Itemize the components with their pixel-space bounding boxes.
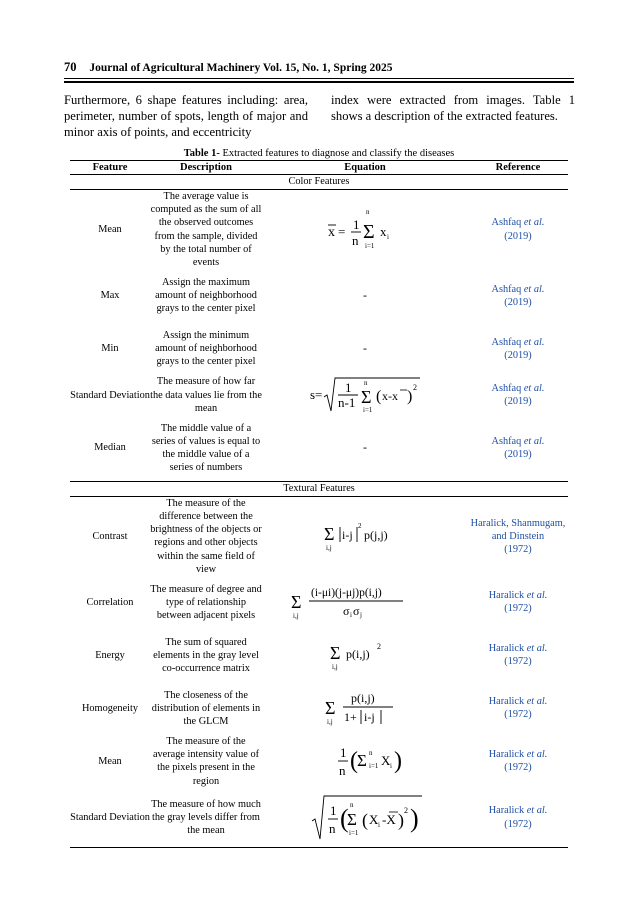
equation-cell bbox=[262, 375, 468, 415]
feature-description: The average value is computed as the sum of all the observed outcomes from the sample, divided by the total number of events bbox=[150, 191, 262, 269]
svg-text:p(j,j): p(j,j) bbox=[364, 528, 388, 543]
table-row bbox=[70, 576, 568, 629]
table-row bbox=[70, 375, 568, 415]
svg-text:): ) bbox=[410, 803, 419, 833]
svg-text:X: X bbox=[369, 811, 379, 827]
reference-cell bbox=[468, 788, 568, 848]
feature-name: Max bbox=[100, 290, 120, 302]
reference-author: Ashfaq bbox=[491, 435, 522, 447]
svg-text:): ) bbox=[394, 748, 402, 775]
svg-text:Σ: Σ bbox=[325, 698, 336, 719]
svg-text:Σ: Σ bbox=[291, 592, 302, 613]
equation-cell bbox=[262, 629, 468, 682]
svg-text:n: n bbox=[352, 232, 359, 248]
svg-text:x: x bbox=[328, 224, 335, 240]
reference-cell bbox=[468, 735, 568, 788]
header-rule-thin bbox=[64, 78, 574, 79]
journal-title: Journal of Agricultural Machinery Vol. 15, No. 1, Spring 2025 bbox=[89, 62, 393, 74]
feature-name: Energy bbox=[95, 649, 125, 661]
svg-text:i,j: i,j bbox=[293, 612, 299, 621]
svg-text:i-j: i-j bbox=[342, 528, 353, 543]
table-caption bbox=[64, 148, 574, 159]
section-title-textural: Textural Features bbox=[70, 481, 568, 496]
body-text-right: index were extracted from images. Table 1 shows a description of the extracted features. bbox=[331, 93, 575, 123]
svg-text:(: ( bbox=[340, 803, 349, 833]
reference-cell bbox=[468, 496, 568, 576]
equation-homogeneity-formula bbox=[315, 686, 415, 730]
reference-year: (2019) bbox=[504, 296, 532, 308]
table-row bbox=[70, 735, 568, 788]
svg-text:σ: σ bbox=[343, 604, 350, 619]
reference-year: (1972) bbox=[504, 543, 532, 555]
reference-author: Haralick bbox=[488, 590, 525, 602]
reference-year: (2019) bbox=[504, 230, 532, 242]
svg-text:j: j bbox=[360, 611, 362, 620]
svg-text:): ) bbox=[398, 809, 404, 830]
equation-correlation-formula bbox=[285, 580, 445, 624]
feature-name: Contrast bbox=[92, 530, 128, 542]
svg-text:Σ: Σ bbox=[324, 524, 335, 545]
svg-text:i: i bbox=[350, 611, 352, 620]
equation-cell bbox=[262, 788, 468, 848]
svg-text:n-1: n-1 bbox=[338, 395, 356, 411]
reference-author: Ashfaq bbox=[491, 383, 522, 395]
reference-cell bbox=[468, 375, 568, 415]
reference-etal: et al. bbox=[523, 336, 545, 348]
equation-std-formula bbox=[290, 375, 440, 415]
reference-cell bbox=[468, 629, 568, 682]
reference-etal: et al. bbox=[523, 383, 545, 395]
svg-text:i: i bbox=[378, 820, 380, 829]
column-header-description: Description bbox=[150, 161, 262, 175]
svg-text:2: 2 bbox=[377, 642, 381, 652]
reference-etal: et al. bbox=[523, 283, 545, 295]
svg-text:): ) bbox=[407, 388, 413, 406]
svg-text:Σ: Σ bbox=[330, 643, 341, 664]
feature-name: Standard Deviation bbox=[70, 389, 150, 401]
svg-text:2: 2 bbox=[413, 383, 417, 393]
svg-text:x: x bbox=[380, 223, 387, 239]
svg-text:p(i,j): p(i,j) bbox=[346, 647, 370, 662]
reference-etal: et al. bbox=[523, 435, 545, 447]
equation-cell bbox=[262, 682, 468, 735]
table-row bbox=[70, 269, 568, 322]
svg-text:i=1: i=1 bbox=[363, 406, 373, 415]
svg-text:Σ: Σ bbox=[361, 387, 372, 408]
reference-cell bbox=[468, 682, 568, 735]
reference-year: (2019) bbox=[504, 448, 532, 460]
header-rule-thick bbox=[64, 81, 574, 83]
reference-cell bbox=[468, 190, 568, 270]
equation-cell: - bbox=[363, 341, 367, 356]
equation-cell: - bbox=[363, 440, 367, 455]
feature-name: Mean bbox=[98, 755, 122, 767]
svg-text:p(i,j): p(i,j) bbox=[351, 691, 375, 706]
svg-text:2: 2 bbox=[358, 522, 362, 531]
svg-text:i,j: i,j bbox=[332, 663, 338, 672]
svg-text:X: X bbox=[381, 753, 391, 769]
feature-description: The measure of degree and type of relationship between adjacent pixels bbox=[150, 583, 262, 622]
svg-text:n: n bbox=[350, 800, 354, 809]
table-row bbox=[70, 629, 568, 682]
equation-region-mean-formula bbox=[320, 739, 410, 783]
feature-name: Homogeneity bbox=[81, 702, 139, 714]
equation-cell bbox=[262, 576, 468, 629]
reference-cell bbox=[468, 322, 568, 375]
reference-year: (1972) bbox=[504, 603, 532, 615]
feature-description: The measure of the difference between the brightness of the objects or regions and other objects within the same field of view bbox=[150, 497, 262, 575]
reference-cell bbox=[468, 415, 568, 481]
svg-text:i=1: i=1 bbox=[365, 241, 375, 250]
feature-description: Assign the maximum amount of neighborhood grays to the center pixel bbox=[155, 276, 257, 315]
svg-text:1: 1 bbox=[345, 380, 352, 396]
feature-name: Median bbox=[94, 442, 126, 454]
svg-text:n: n bbox=[364, 379, 368, 388]
reference-author: Ashfaq bbox=[491, 283, 522, 295]
svg-text:n: n bbox=[329, 820, 336, 836]
svg-text:s=: s= bbox=[310, 387, 323, 403]
svg-text:(: ( bbox=[350, 748, 358, 775]
table-row bbox=[70, 322, 568, 375]
reference-author: Haralick bbox=[488, 696, 525, 708]
column-header-feature: Feature bbox=[70, 161, 150, 175]
reference-etal: et al. bbox=[526, 643, 548, 655]
svg-text:Σ: Σ bbox=[347, 809, 357, 829]
table-row bbox=[70, 788, 568, 848]
equation-cell: - bbox=[363, 288, 367, 303]
reference-author: Ashfaq bbox=[491, 217, 522, 229]
reference-etal: et al. bbox=[526, 749, 548, 761]
svg-text:i,j: i,j bbox=[326, 544, 332, 553]
reference-author: Haralick bbox=[488, 643, 525, 655]
reference-cell bbox=[468, 576, 568, 629]
svg-text:σ: σ bbox=[353, 604, 360, 619]
reference-etal: et al. bbox=[523, 217, 545, 229]
svg-text:=: = bbox=[338, 223, 346, 239]
svg-text:i=1: i=1 bbox=[369, 762, 379, 771]
equation-contrast-formula bbox=[310, 518, 420, 554]
equation-cell bbox=[262, 496, 468, 576]
reference-author: Haralick, Shanmugam, and Dinstein bbox=[470, 517, 566, 542]
svg-text:1: 1 bbox=[353, 216, 360, 232]
equation-mean-formula bbox=[310, 205, 420, 255]
svg-text:1: 1 bbox=[330, 802, 337, 818]
svg-text:i=1: i=1 bbox=[349, 828, 359, 837]
table-caption-text: Extracted features to diagnose and classify the diseases bbox=[222, 148, 455, 159]
svg-text:n: n bbox=[366, 207, 370, 216]
reference-etal: et al. bbox=[526, 590, 548, 602]
svg-text:Σ: Σ bbox=[363, 220, 375, 243]
column-header-reference: Reference bbox=[468, 161, 568, 175]
reference-year: (1972) bbox=[504, 818, 532, 830]
reference-year: (2019) bbox=[504, 396, 532, 408]
feature-description: The sum of squared elements in the gray level co-occurrence matrix bbox=[153, 636, 259, 675]
svg-text:2: 2 bbox=[404, 805, 408, 815]
reference-year: (1972) bbox=[504, 656, 532, 668]
svg-text:1: 1 bbox=[340, 745, 347, 761]
table-row bbox=[70, 496, 568, 576]
svg-text:(i-μi)(j-μj)p(i,j): (i-μi)(j-μj)p(i,j) bbox=[311, 587, 382, 600]
reference-year: (1972) bbox=[504, 709, 532, 721]
feature-name: Min bbox=[101, 343, 119, 355]
table-row bbox=[70, 190, 568, 270]
feature-name: Correlation bbox=[86, 596, 134, 608]
reference-etal: et al. bbox=[526, 805, 548, 817]
page-number: 70 bbox=[64, 60, 77, 74]
reference-year: (2019) bbox=[504, 349, 532, 361]
svg-text:i,j: i,j bbox=[327, 718, 333, 727]
equation-energy-formula bbox=[320, 637, 410, 673]
equation-region-std-formula bbox=[290, 793, 440, 843]
feature-description: The measure of the average intensity value of the pixels present in the region bbox=[152, 736, 260, 787]
svg-text:1+: 1+ bbox=[344, 710, 357, 725]
reference-cell bbox=[468, 269, 568, 322]
svg-text:n: n bbox=[369, 749, 373, 758]
svg-text:i-j: i-j bbox=[364, 710, 375, 725]
svg-text:(: ( bbox=[362, 809, 368, 830]
svg-text:(: ( bbox=[376, 388, 382, 406]
section-title-color: Color Features bbox=[70, 175, 568, 190]
svg-text:i: i bbox=[390, 762, 392, 771]
feature-description: The measure of how much the gray levels differ from the mean bbox=[150, 788, 262, 848]
table-caption-label: Table 1- bbox=[183, 148, 220, 159]
svg-text:x-x: x-x bbox=[382, 389, 398, 404]
feature-name: Standard Deviation bbox=[70, 788, 150, 848]
reference-year: (1972) bbox=[504, 762, 532, 774]
table-row bbox=[70, 415, 568, 481]
svg-text:n: n bbox=[339, 763, 346, 779]
feature-description: Assign the minimum amount of neighborhood grays to the center pixel bbox=[155, 329, 257, 368]
equation-cell bbox=[262, 735, 468, 788]
features-table bbox=[70, 160, 568, 848]
reference-author: Haralick bbox=[488, 749, 525, 761]
column-header-equation: Equation bbox=[262, 161, 468, 175]
running-header bbox=[64, 60, 393, 75]
feature-description: The measure of how far the data values lie from the mean bbox=[150, 376, 262, 414]
svg-text:Σ: Σ bbox=[357, 751, 367, 771]
table-row bbox=[70, 682, 568, 735]
body-text-left: Furthermore, 6 shape features including: area, perimeter, number of spots, length of major and minor axis of points, and eccentricity bbox=[64, 93, 308, 139]
feature-description: The middle value of a series of values is equal to the middle value of a series of numbers bbox=[151, 422, 261, 474]
reference-etal: et al. bbox=[526, 696, 548, 708]
feature-name: Mean bbox=[98, 224, 122, 235]
reference-author: Ashfaq bbox=[491, 336, 522, 348]
svg-text:i: i bbox=[387, 232, 389, 241]
reference-author: Haralick bbox=[488, 805, 525, 817]
equation-cell bbox=[262, 190, 468, 270]
svg-text:-X: -X bbox=[382, 811, 396, 827]
feature-description: The closeness of the distribution of elements in the GLCM bbox=[151, 689, 261, 728]
